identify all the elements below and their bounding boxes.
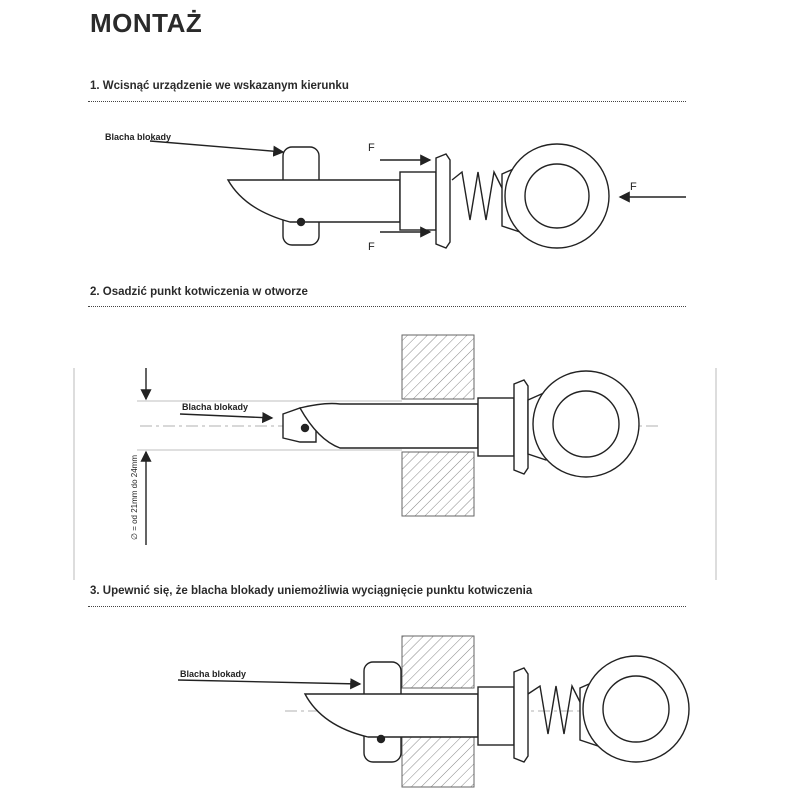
hub bbox=[478, 687, 514, 745]
wall-top bbox=[402, 335, 474, 399]
wall-bottom bbox=[402, 452, 474, 516]
diagram-2 bbox=[74, 335, 716, 580]
diagram-1 bbox=[150, 141, 686, 248]
wall-top bbox=[402, 636, 474, 688]
diagram-3 bbox=[178, 636, 689, 787]
spring bbox=[452, 172, 502, 220]
hub bbox=[400, 172, 436, 230]
flange bbox=[514, 380, 528, 474]
plate-label-2: Blacha blokady bbox=[182, 402, 249, 412]
force-label-bottom: F bbox=[368, 241, 375, 253]
step-2-heading: 2. Osadzić punkt kotwiczenia w otworze bbox=[90, 286, 308, 298]
shaft bbox=[300, 404, 478, 449]
plate-pointer-arrow bbox=[150, 141, 283, 152]
wall-bottom bbox=[402, 737, 474, 787]
plate-label-1: Blacha blokady bbox=[105, 132, 172, 142]
force-label-right: F bbox=[630, 181, 637, 193]
hub bbox=[478, 398, 514, 456]
step-3-heading: 3. Upewnić się, że blacha blokady uniemożliwia wyciągnięcie punktu kotwiczenia bbox=[90, 585, 533, 597]
shaft bbox=[305, 694, 478, 737]
shaft bbox=[228, 180, 400, 222]
step-1-heading: 1. Wcisnąć urządzenie we wskazanym kierunku bbox=[90, 80, 349, 92]
plate-pin bbox=[298, 219, 305, 226]
plate-label-3: Blacha blokady bbox=[180, 669, 247, 679]
flange bbox=[436, 154, 450, 248]
spring bbox=[528, 686, 580, 734]
diameter-dimension: ∅ = od 21mm do 24mm bbox=[130, 454, 139, 540]
force-label-top: F bbox=[368, 142, 375, 154]
flange bbox=[514, 668, 528, 762]
page-title: MONTAŻ bbox=[90, 8, 203, 38]
